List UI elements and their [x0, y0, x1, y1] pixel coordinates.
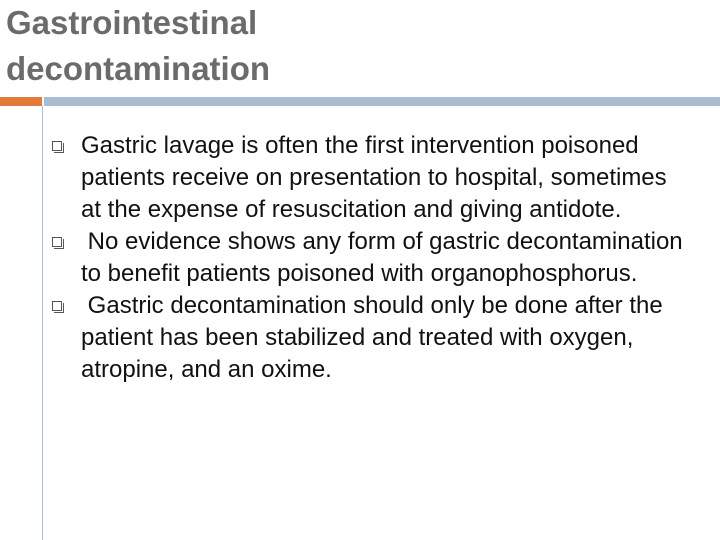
bullet-list — [50, 130, 690, 386]
bullet-text: Gastric lavage is often the first intervention poisoned patients receive on presentation to hospital, sometimes at the expense of resuscitation and giving antidote. — [81, 132, 667, 223]
left-divider-line — [42, 106, 43, 540]
hollow-square-bullet-icon — [52, 237, 62, 247]
title-accent-bar-orange — [0, 97, 42, 106]
bullet-text: Gastric decontamination should only be done after the patient has been stabilized and treated with oxygen, atropine, and an oxime. — [81, 292, 670, 383]
hollow-square-bullet-icon — [52, 141, 62, 151]
bullet-item-gastric-lavage — [50, 130, 690, 226]
bullet-item-no-evidence — [50, 226, 690, 290]
slide-title-line-2: decontamination — [6, 50, 271, 87]
title-accent-bar-blue — [44, 97, 720, 106]
slide-title — [6, 0, 526, 92]
bullet-text: No evidence shows any form of gastric decontamination to benefit patients poisoned with organophosphorus. — [81, 228, 690, 287]
hollow-square-bullet-icon — [52, 301, 62, 311]
slide-title-line-1: Gastrointestinal — [6, 4, 258, 41]
bullet-item-stabilize-first — [50, 290, 690, 386]
